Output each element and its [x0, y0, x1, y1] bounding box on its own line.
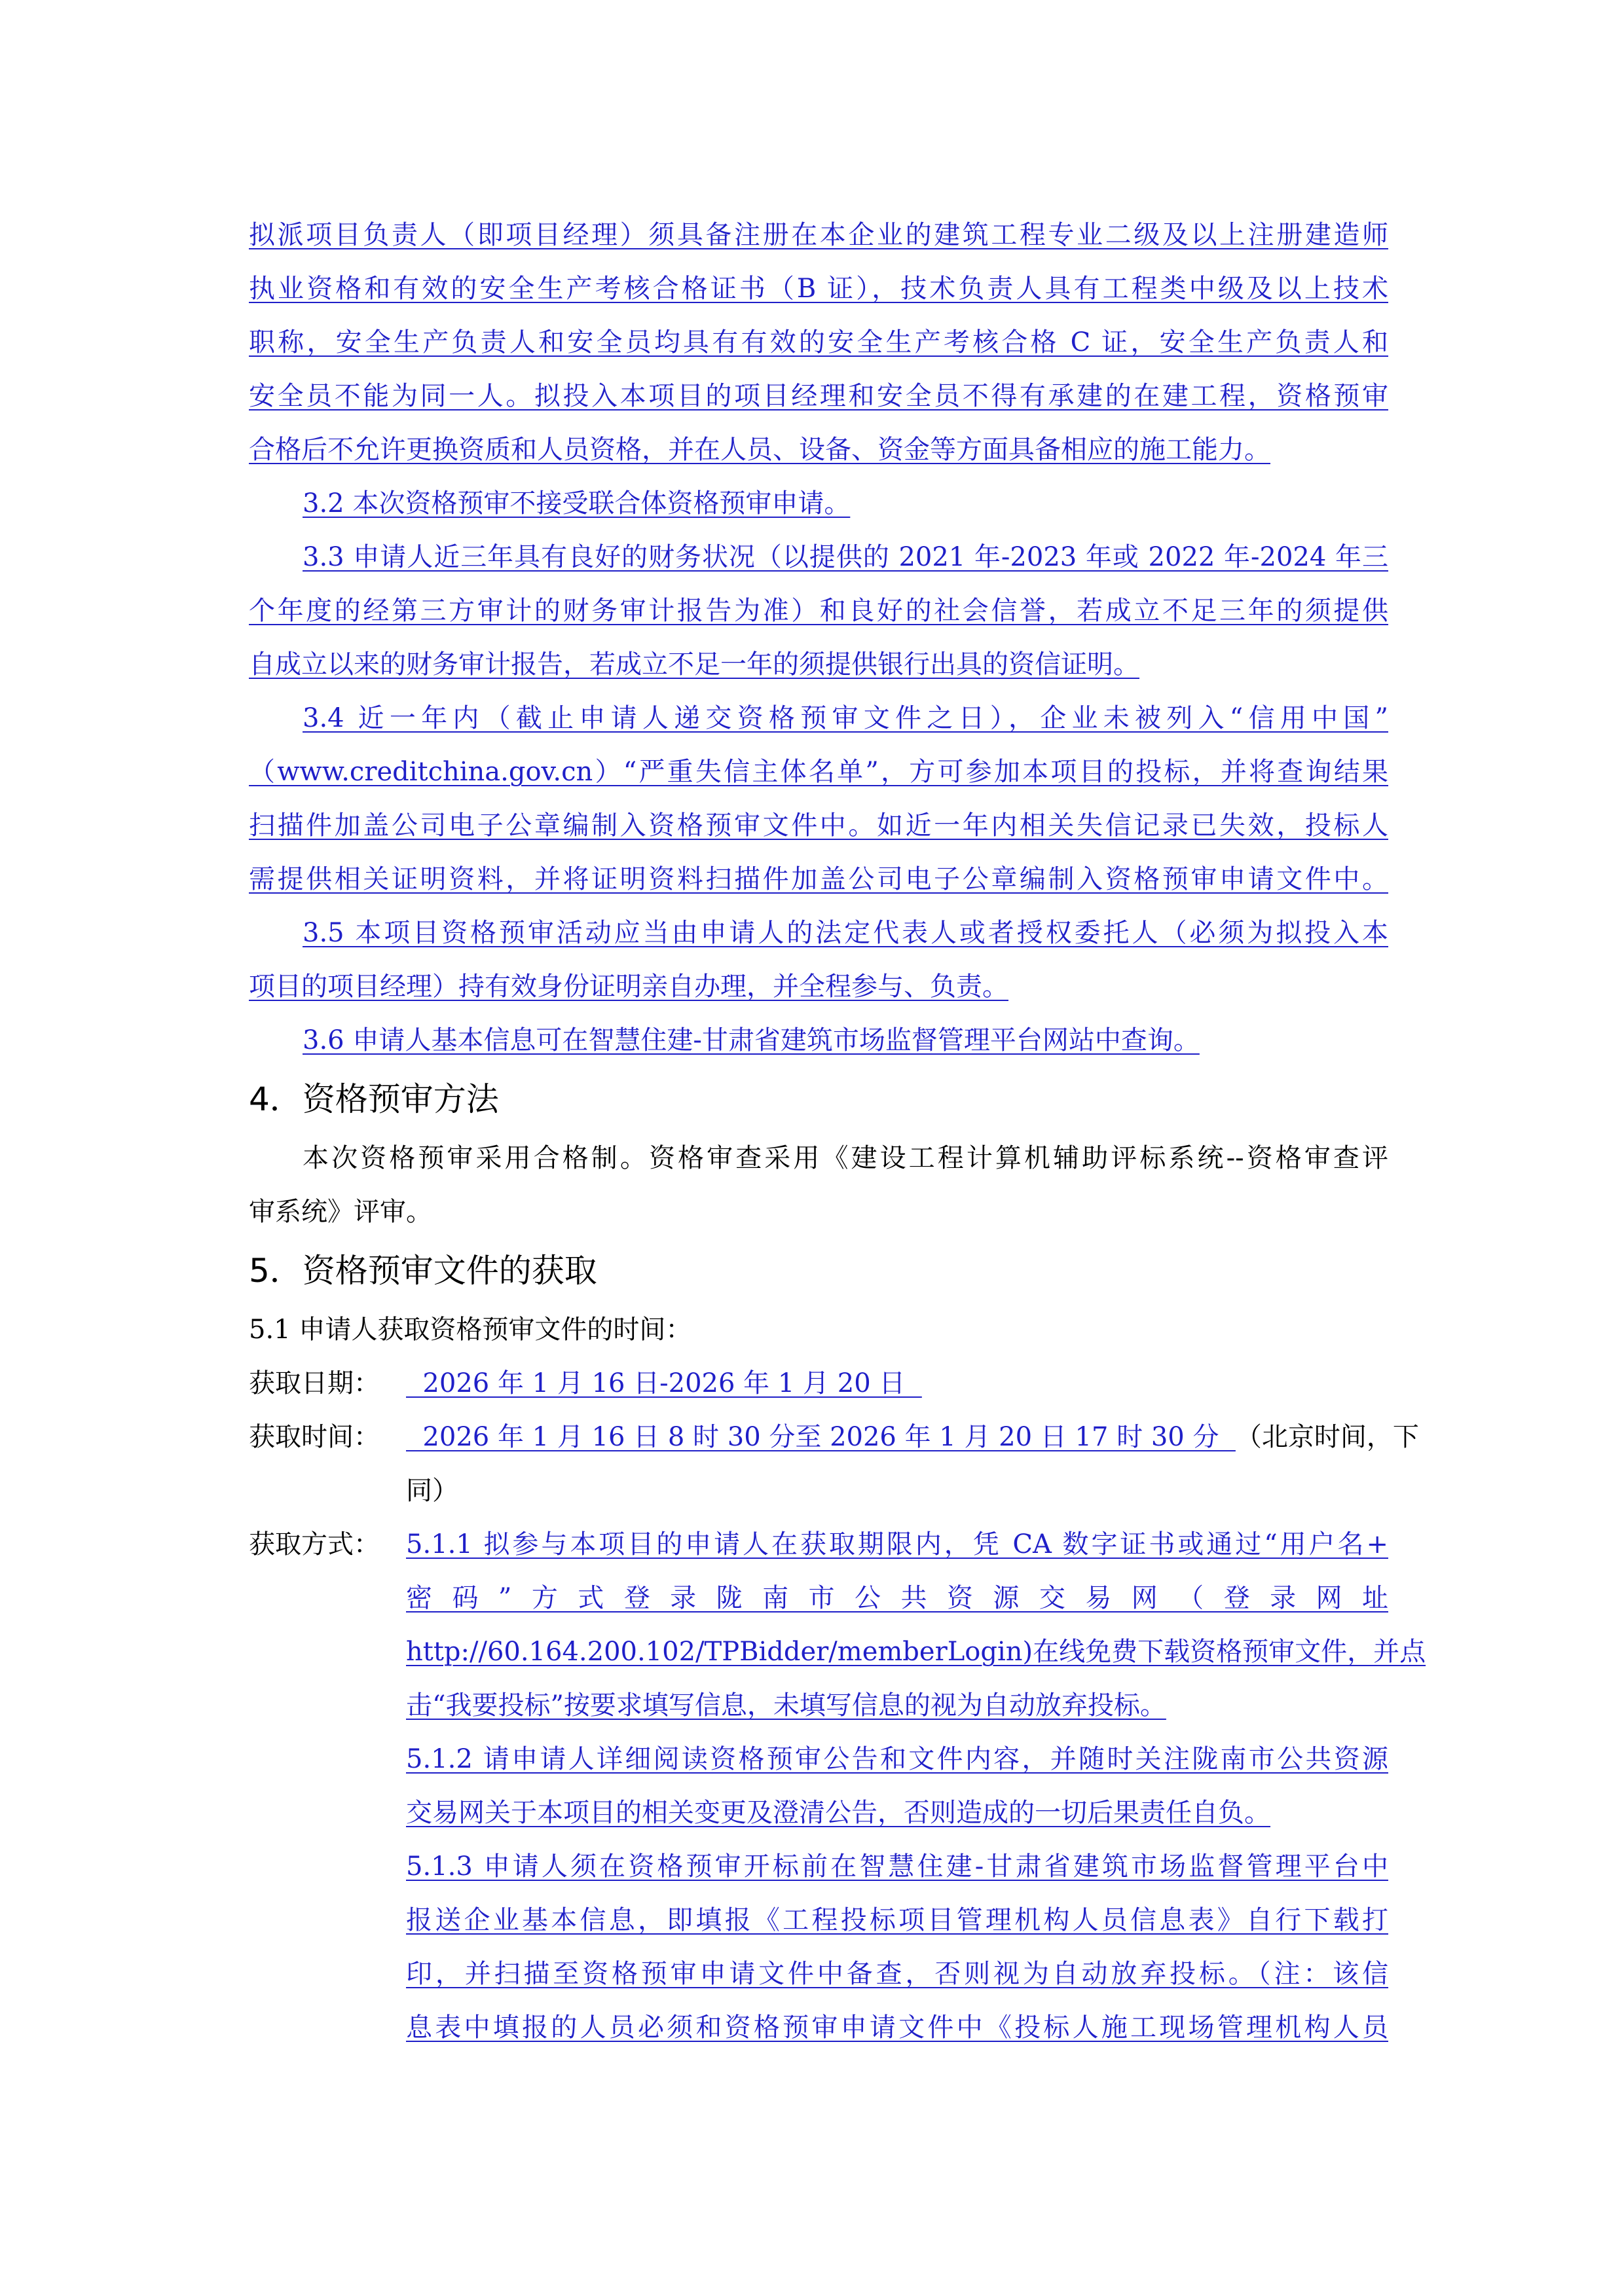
text-line: 击“我要投标”按要求填写信息，未填写信息的视为自动放弃投标。: [406, 1690, 1166, 1721]
acquire-time-row: [249, 1410, 1419, 1518]
acquire-date-value: 2026 年 1 月 16 日-2026 年 1 月 20 日: [406, 1368, 922, 1398]
clause-5-1-3: 5.1.3 申请人须在资格预审开标前在智慧住建-甘肃省建筑市场监督管理平台中: [406, 1851, 1388, 1882]
login-url-line: http://60.164.200.102/TPBidder/memberLogin)在线免费下载资格预审文件，并点: [406, 1637, 1426, 1667]
heading-section-5: 5．资格预审文件的获取: [249, 1252, 597, 1290]
text-line: 报送企业基本信息，即填报《工程投标项目管理机构人员信息表》自行下载打: [406, 1905, 1388, 1935]
text-line: 密码”方式登录陇南市公共资源交易网（登录网址: [406, 1583, 1388, 1613]
document-page: [249, 208, 1426, 2054]
section-4-text: 本次资格预审采用合格制。资格审查采用《建设工程计算机辅助评标系统--资格审查评: [303, 1143, 1388, 1173]
text-line: 合格后不允许更换资质和人员资格，并在人员、设备、资金等方面具备相应的施工能力。: [249, 435, 1270, 465]
text-line: 扫描件加盖公司电子公章编制入资格预审文件中。如近一年内相关失信记录已失效，投标人: [249, 811, 1388, 841]
section-4-text: 审系统》评审。: [249, 1197, 432, 1227]
acquire-time-value-cont: 同）: [406, 1476, 458, 1506]
acquire-method-row: [249, 1518, 1426, 2054]
text-line: 交易网关于本项目的相关变更及澄清公告，否则造成的一切后果责任自负。: [406, 1798, 1270, 1828]
text-line: 自成立以来的财务审计报告，若成立不足一年的须提供银行出具的资信证明。: [249, 649, 1139, 680]
text-line: 息表中填报的人员必须和资格预审申请文件中《投标人施工现场管理机构人员: [406, 2013, 1388, 2043]
text-line: 拟派项目负责人（即项目经理）须具备注册在本企业的建筑工程专业二级及以上注册建造师: [249, 220, 1388, 250]
text-line: 执业资格和有效的安全生产考核合格证书（B 证），技术负责人具有工程类中级及以上技术: [249, 274, 1388, 304]
text-line: （www.creditchina.gov.cn）“严重失信主体名单”，方可参加本项目的投标，并将查询结果: [249, 757, 1388, 787]
text-line: 项目的项目经理）持有效身份证明亲自办理，并全程参与、负责。: [249, 972, 1008, 1002]
clause-3-2: 3.2 本次资格预审不接受联合体资格预审申请。: [303, 488, 851, 519]
clause-3-4: 3.4 近一年内（截止申请人递交资格预审文件之日），企业未被列入“信用中国”: [303, 703, 1388, 733]
clause-5-1-2: 5.1.2 请申请人详细阅读资格预审公告和文件内容，并随时关注陇南市公共资源: [406, 1744, 1388, 1774]
text-line: 需提供相关证明资料，并将证明资料扫描件加盖公司电子公章编制入资格预审申请文件中。: [249, 864, 1388, 894]
clause-3-3: 3.3 申请人近三年具有良好的财务状况（以提供的 2021 年-2023 年或 2022 年-2024 年三: [303, 542, 1388, 572]
clause-5-1-1: 5.1.1 拟参与本项目的申请人在获取期限内，凭 CA 数字证书或通过“用户名+: [406, 1529, 1388, 1559]
heading-section-4: 4．资格预审方法: [249, 1080, 499, 1118]
text-line: 个年度的经第三方审计的财务审计报告为准）和良好的社会信誉，若成立不足三年的须提供: [249, 596, 1388, 626]
acquire-time-label: 获取时间：: [249, 1422, 380, 1452]
clause-5-1: 5.1 申请人获取资格预审文件的时间：: [249, 1315, 692, 1345]
text-line: 印，并扫描至资格预审申请文件中备查，否则视为自动放弃投标。（注：该信: [406, 1959, 1388, 1989]
clause-3-5: 3.5 本项目资格预审活动应当由申请人的法定代表人或者授权委托人（必须为拟投入本: [303, 918, 1388, 948]
clause-3-6: 3.6 申请人基本信息可在智慧住建-甘肃省建筑市场监督管理平台网站中查询。: [303, 1025, 1200, 1055]
acquire-date-label: 获取日期：: [249, 1368, 380, 1398]
acquire-date-row: [249, 1357, 1388, 1410]
text-line: 职称，安全生产负责人和安全员均具有有效的安全生产考核合格 C 证，安全生产负责人和: [249, 327, 1388, 357]
acquire-method-label: 获取方式：: [249, 1529, 380, 1559]
section-3-requirements: [249, 208, 1388, 1067]
text-line: 安全员不能为同一人。拟投入本项目的项目经理和安全员不得有承建的在建工程，资格预审: [249, 381, 1388, 411]
acquire-time-value: 2026 年 1 月 16 日 8 时 30 分至 2026 年 1 月 20 日 17 时 30 分 （北京时间，下: [406, 1422, 1419, 1452]
